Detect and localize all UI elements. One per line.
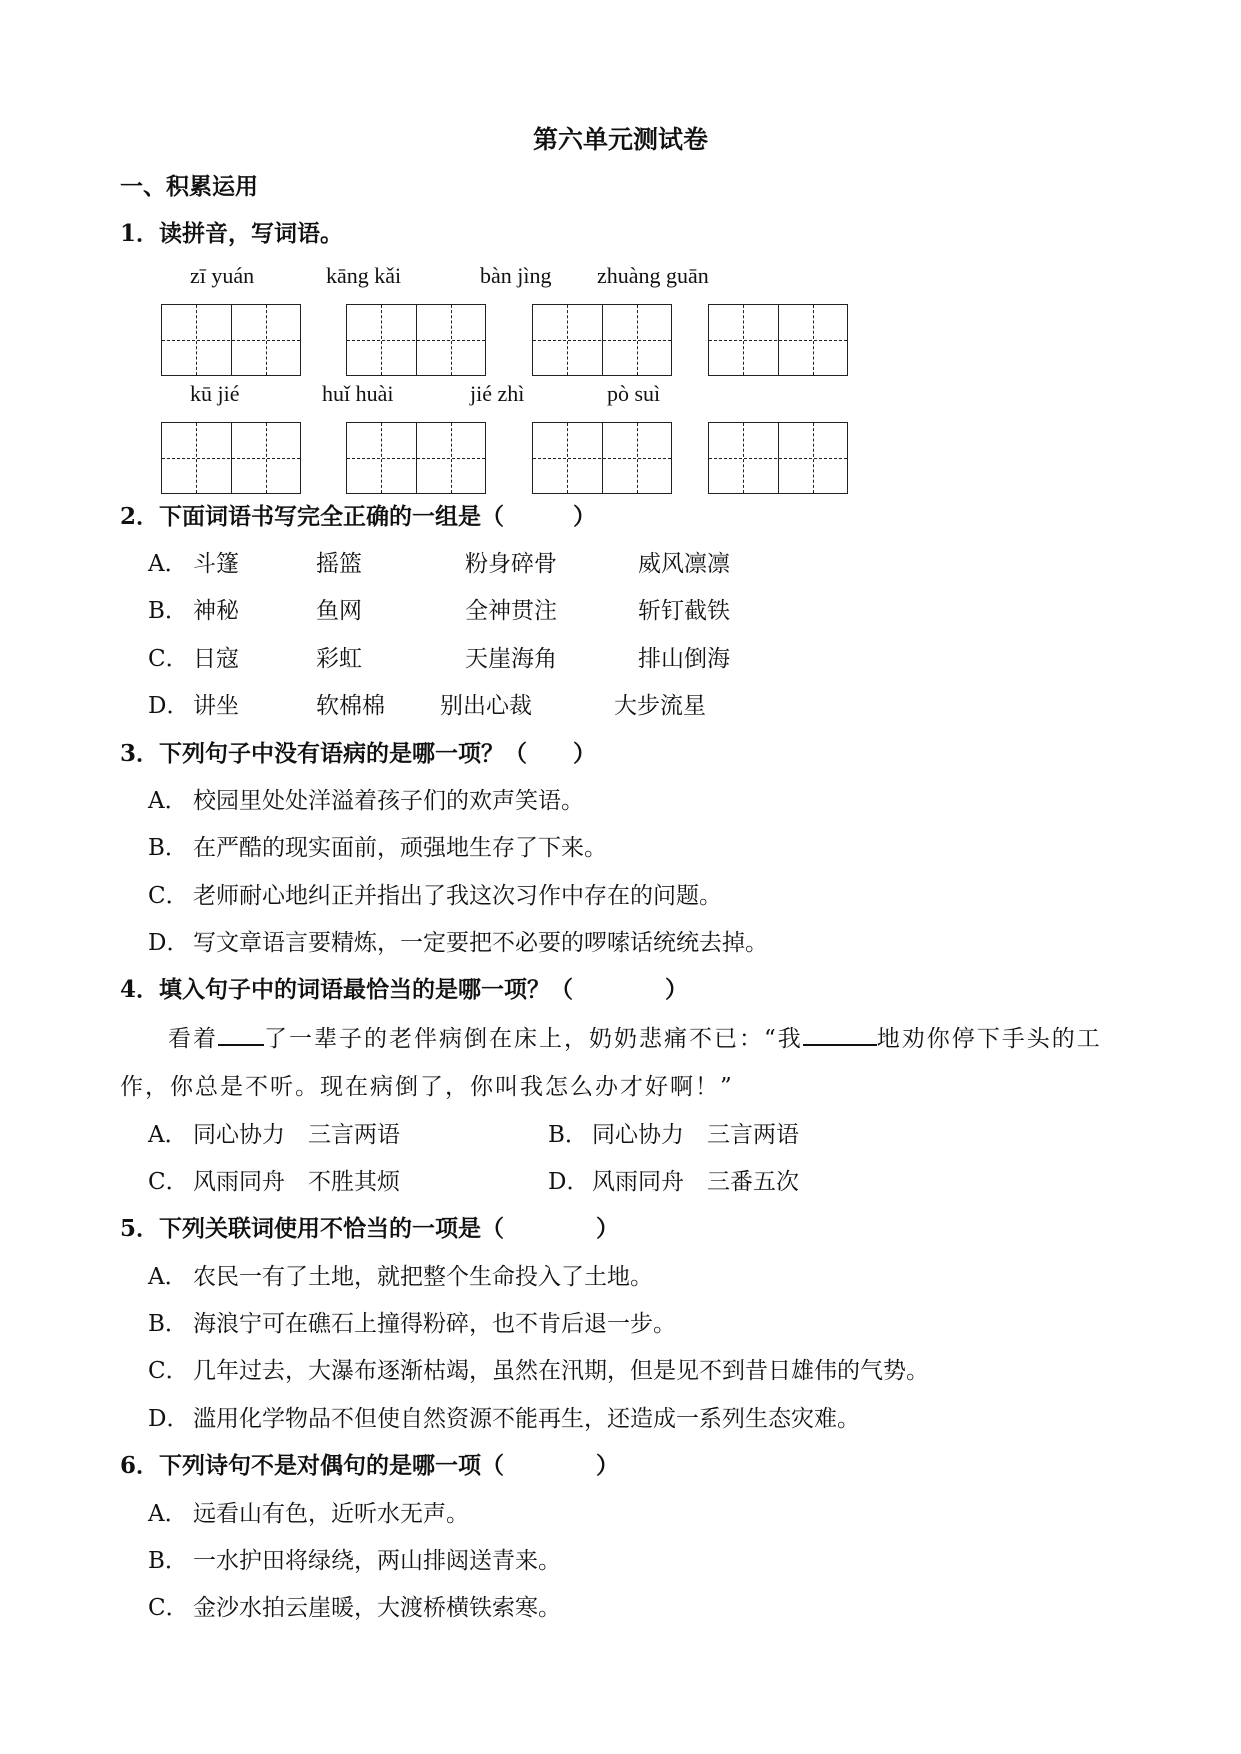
option-word: 排山倒海 bbox=[638, 646, 730, 672]
option-word: 斗篷 bbox=[193, 551, 239, 577]
option-word: 大步流星 bbox=[614, 693, 706, 719]
option-text: 老师耐心地纠正并指出了我这次习作中存在的问题。 bbox=[193, 883, 722, 909]
fill-blank[interactable] bbox=[218, 1022, 264, 1046]
option-letter: C． bbox=[148, 883, 189, 909]
pinyin: zī yuán bbox=[190, 263, 255, 288]
option-word: 天崖海角 bbox=[465, 646, 557, 672]
pinyin: jié zhì bbox=[470, 381, 525, 406]
option-letter: A． bbox=[148, 1122, 188, 1148]
option-word: 神秘 bbox=[193, 598, 239, 624]
pinyin: zhuàng guān bbox=[597, 263, 709, 288]
option-word: 软棉棉 bbox=[316, 693, 385, 719]
writing-grid[interactable] bbox=[708, 422, 848, 494]
pinyin: kū jié bbox=[190, 381, 240, 406]
option-letter: D． bbox=[148, 1406, 190, 1432]
option-letter: B． bbox=[148, 598, 188, 624]
option-letter: D． bbox=[548, 1169, 590, 1195]
option-word: 彩虹 bbox=[316, 646, 362, 672]
question-5-label: 5．下列关联词使用不恰当的一项是（ ） bbox=[120, 1215, 620, 1242]
option-letter: B． bbox=[148, 835, 188, 861]
option-text: 风雨同舟 三番五次 bbox=[592, 1169, 799, 1195]
fill-blank[interactable] bbox=[803, 1022, 877, 1046]
question-3-label: 3．下列句子中没有语病的是哪一项？（ ） bbox=[120, 740, 597, 767]
option-letter: A． bbox=[148, 1501, 188, 1527]
option-word: 全神贯注 bbox=[465, 598, 557, 624]
page-title: 第六单元测试卷 bbox=[532, 125, 708, 154]
writing-grid[interactable] bbox=[346, 422, 486, 494]
option-word: 粉身碎骨 bbox=[465, 551, 557, 577]
option-text: 风雨同舟 不胜其烦 bbox=[193, 1169, 400, 1195]
pinyin: bàn jìng bbox=[480, 263, 552, 288]
option-word: 威风凛凛 bbox=[638, 551, 730, 577]
writing-grid[interactable] bbox=[346, 304, 486, 376]
option-text: 金沙水拍云崖暖，大渡桥横铁索寒。 bbox=[193, 1595, 561, 1621]
pinyin: huǐ huài bbox=[322, 381, 394, 406]
option-word: 别出心裁 bbox=[440, 693, 532, 719]
option-word: 鱼网 bbox=[316, 598, 362, 624]
option-word: 摇篮 bbox=[316, 551, 362, 577]
writing-grid[interactable] bbox=[532, 304, 672, 376]
option-word: 讲坐 bbox=[193, 693, 239, 719]
option-letter: C． bbox=[148, 1595, 189, 1621]
option-letter: D． bbox=[148, 930, 190, 956]
section-heading: 一、积累运用 bbox=[120, 173, 258, 200]
option-text: 远看山有色，近听水无声。 bbox=[193, 1501, 469, 1527]
option-text: 滥用化学物品不但使自然资源不能再生，还造成一系列生态灾难。 bbox=[193, 1406, 860, 1432]
option-letter: B． bbox=[548, 1122, 588, 1148]
writing-grid[interactable] bbox=[708, 304, 848, 376]
option-letter: D． bbox=[148, 693, 190, 719]
question-4-label: 4．填入句子中的词语最恰当的是哪一项？（ ） bbox=[120, 976, 689, 1003]
writing-grid[interactable] bbox=[161, 422, 301, 494]
option-text: 农民一有了土地，就把整个生命投入了土地。 bbox=[193, 1264, 653, 1290]
option-letter: C． bbox=[148, 646, 189, 672]
option-text: 校园里处处洋溢着孩子们的欢声笑语。 bbox=[193, 788, 584, 814]
option-text: 一水护田将绿绕，两山排闼送青来。 bbox=[193, 1548, 561, 1574]
option-letter: A． bbox=[148, 551, 188, 577]
option-word: 日寇 bbox=[193, 646, 239, 672]
option-letter: C． bbox=[148, 1169, 189, 1195]
option-letter: A． bbox=[148, 788, 188, 814]
option-text: 几年过去，大瀑布逐渐枯竭，虽然在汛期，但是见不到昔日雄伟的气势。 bbox=[193, 1358, 929, 1384]
pinyin: kāng kǎi bbox=[326, 263, 402, 288]
option-word: 斩钉截铁 bbox=[638, 598, 730, 624]
passage-line-1: 看着 了一辈子的老伴病倒在床上，奶奶悲痛不已：“我 地劝你停下手头的工 bbox=[168, 1020, 1102, 1053]
passage-line-2: 作，你总是不听。现在病倒了，你叫我怎么办才好啊！” bbox=[120, 1074, 734, 1100]
option-text: 海浪宁可在礁石上撞得粉碎，也不肯后退一步。 bbox=[193, 1311, 676, 1337]
option-text: 写文章语言要精炼，一定要把不必要的啰嗦话统统去掉。 bbox=[193, 930, 768, 956]
pinyin: pò suì bbox=[607, 381, 661, 406]
writing-grid[interactable] bbox=[532, 422, 672, 494]
option-text: 同心协力 三言两语 bbox=[193, 1122, 400, 1148]
option-letter: A． bbox=[148, 1264, 188, 1290]
option-letter: C． bbox=[148, 1358, 189, 1384]
question-6-label: 6．下列诗句不是对偶句的是哪一项（ ） bbox=[120, 1452, 620, 1479]
option-text: 在严酷的现实面前，顽强地生存了下来。 bbox=[193, 835, 607, 861]
option-letter: B． bbox=[148, 1548, 188, 1574]
option-text: 同心协力 三言两语 bbox=[592, 1122, 799, 1148]
question-1-label: 1．读拼音，写词语。 bbox=[120, 220, 344, 247]
question-2-label: 2．下面词语书写完全正确的一组是（ ） bbox=[120, 503, 597, 530]
writing-grid[interactable] bbox=[161, 304, 301, 376]
option-letter: B． bbox=[148, 1311, 188, 1337]
